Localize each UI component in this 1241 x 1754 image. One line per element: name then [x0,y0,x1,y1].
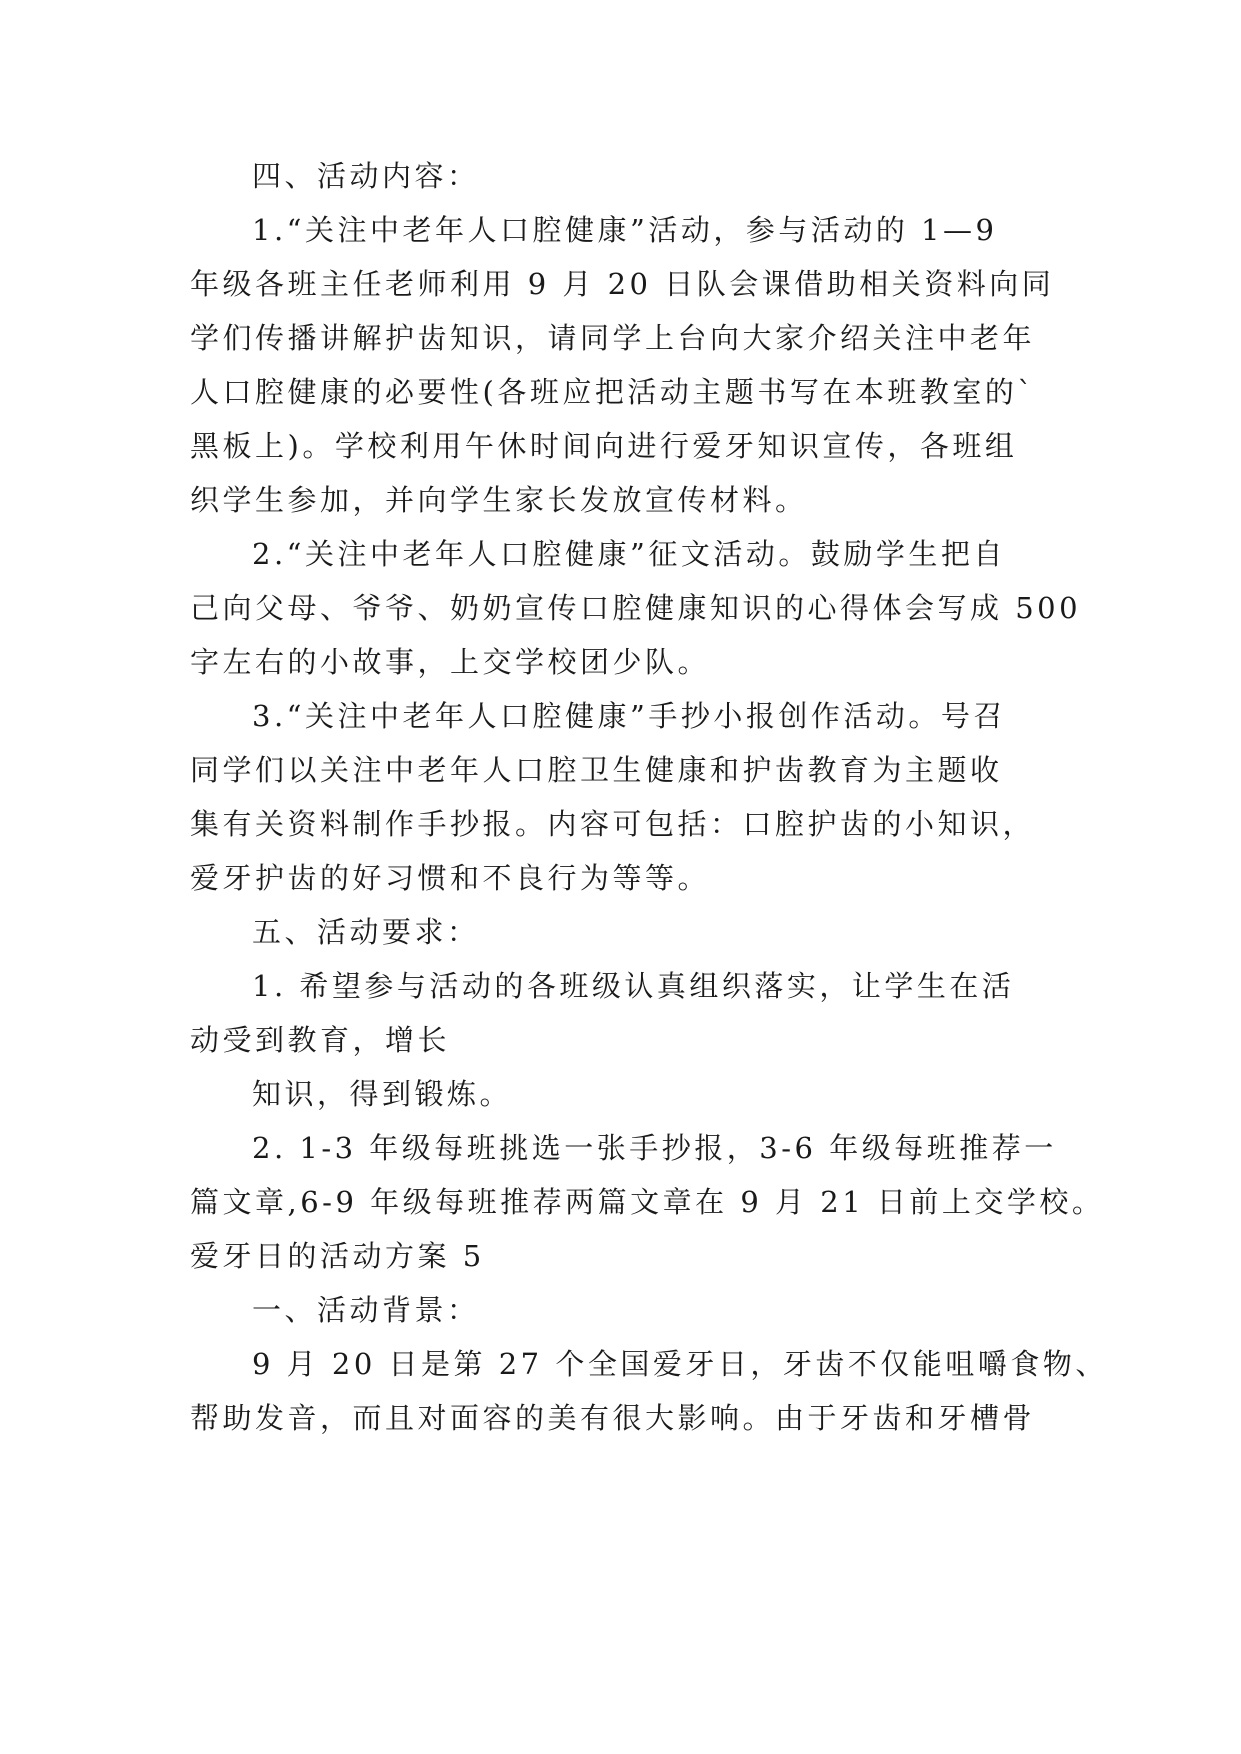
paragraph-line: 织学生参加，并向学生家长发放宣传材料。 [190,483,808,517]
paragraph-line: 人口腔健康的必要性(各班应把活动主题书写在本班教室的` [190,375,1036,409]
paragraph-line: 9 月 20 日是第 27 个全国爱牙日，牙齿不仅能咀嚼食物、 [252,1347,1108,1381]
paragraph-line: 篇文章,6-9 年级每班推荐两篇文章在 9 月 21 日前上交学校。 [190,1185,1105,1219]
paragraph-line: 字左右的小故事，上交学校团少队。 [190,645,711,679]
section-heading-activity-background: 一、活动背景： [252,1293,480,1327]
paragraph-line: 黑板上)。学校利用午休时间向进行爱牙知识宣传，各班组 [190,429,1018,463]
paragraph-line: 2.“关注中老年人口腔健康”征文活动。鼓励学生把自 [252,537,1006,571]
paragraph-line: 学们传播讲解护齿知识，请同学上台向大家介绍关注中老年 [190,321,1036,355]
section-heading-activity-requirements: 五、活动要求： [252,915,480,949]
paragraph-line: 2. 1-3 年级每班挑选一张手抄报，3-6 年级每班推荐一 [252,1131,1057,1165]
document-title-plan-5: 爱牙日的活动方案 5 [190,1239,485,1273]
paragraph-line: 1. 希望参与活动的各班级认真组织落实，让学生在活 [252,969,1015,1003]
paragraph-line: 动受到教育，增长 [190,1023,451,1057]
paragraph-line: 己向父母、爷爷、奶奶宣传口腔健康知识的心得体会写成 500 [190,591,1082,625]
section-heading-activity-content: 四、活动内容： [252,159,480,193]
paragraph-line: 年级各班主任老师利用 9 月 20 日队会课借助相关资料向同 [190,267,1055,301]
paragraph-line: 集有关资料制作手抄报。内容可包括：口腔护齿的小知识， [190,807,1036,841]
paragraph-line: 帮助发音，而且对面容的美有很大影响。由于牙齿和牙槽骨 [190,1401,1036,1435]
paragraph-line: 爱牙护齿的好习惯和不良行为等等。 [190,861,711,895]
paragraph-line: 3.“关注中老年人口腔健康”手抄小报创作活动。号召 [252,699,1006,733]
paragraph-line: 知识，得到锻炼。 [252,1077,513,1111]
paragraph-line: 同学们以关注中老年人口腔卫生健康和护齿教育为主题收 [190,753,1003,787]
paragraph-line: 1.“关注中老年人口腔健康”活动，参与活动的 1—9 [252,213,998,247]
